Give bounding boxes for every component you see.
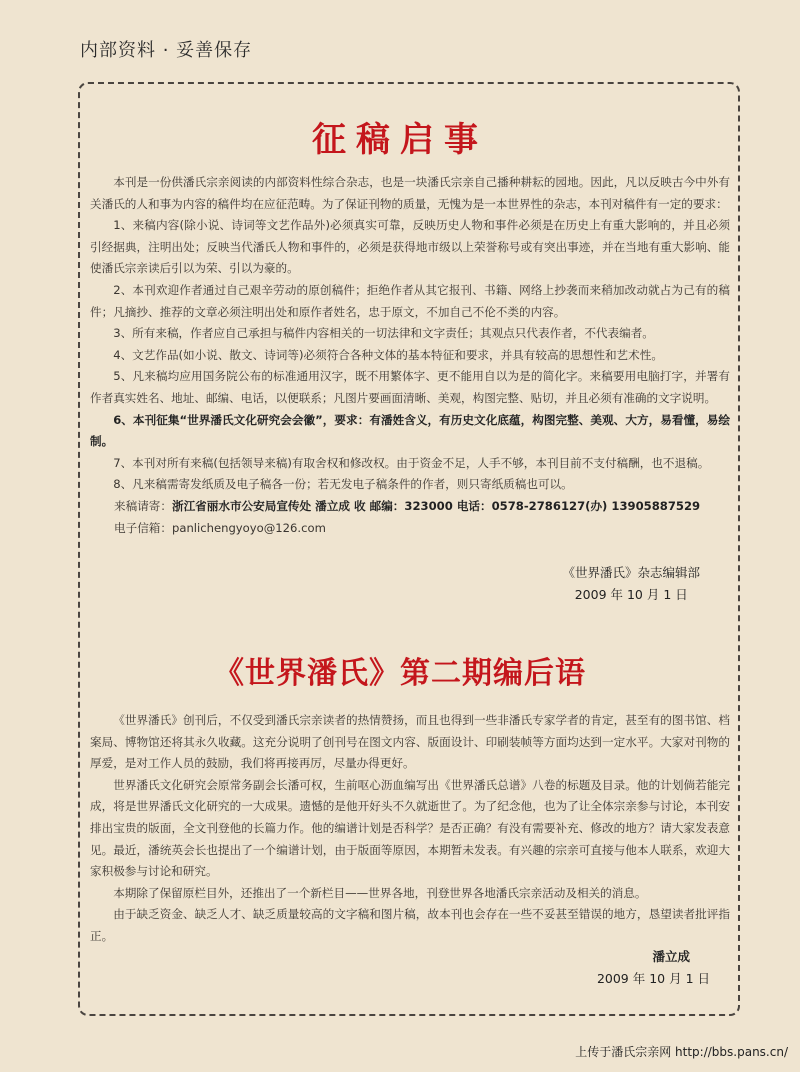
notice-paragraph: 2、本刊欢迎作者通过自己艰辛劳动的原创稿件；拒绝作者从其它报刊、书籍、网络上抄袭而来稍加改动就占为己有的稿件；凡摘抄、推荐的文章必须注明出处和原作者姓名，忠于原文，不加自己不伦不类的内容。: [90, 282, 730, 319]
notice-paragraph: 1、来稿内容(除小说、诗词等文艺作品外)必须真实可靠，反映历史人物和事件必须是在历史上有重大影响的，并且必须引经据典，注明出处；反映当代潘氏人物和事件的，必须是获得地市级以上荣誉称号或有突出事迹，并在当地有重大影响、能使潘氏宗亲读后引以为荣、引以为豪的。: [90, 218, 730, 276]
notice-body: [90, 172, 730, 496]
notice-paragraph: 8、凡来稿需寄发纸质及电子稿各一份；若无发电子稿条件的作者，则只寄纸质稿也可以。: [113, 477, 573, 492]
afterword-title: 《世界潘氏》第二期编后语: [214, 656, 586, 691]
email-label: 电子信箱：: [114, 521, 172, 535]
page-header: 内部资料 · 妥善保存: [80, 40, 253, 61]
notice-date: 2009 年 10 月 1 日: [574, 587, 688, 602]
afterword-paragraph: 《世界潘氏》创刊后，不仅受到潘氏宗亲读者的热情赞扬，而且也得到一些非潘氏专家学者的肯定，甚至有的图书馆、档案局、博物馆还将其永久收藏。这充分说明了创刊号在图文内容、版面设计、印刷装帧等方面均达到一定水平。大家对刊物的厚爱，是对工作人员的鼓励，我们将再接再厉，尽量办得更好。: [90, 713, 730, 771]
notice-title: 征稿启事: [312, 120, 488, 160]
afterword-paragraph: 由于缺乏资金、缺乏人才、缺乏质量较高的文字稿和图片稿，故本刊也会存在一些不妥甚至错误的地方，恳望读者批评指正。: [90, 907, 730, 943]
email-value: panlichengyoyo@126.com: [171, 521, 326, 535]
notice-signature-block: [562, 562, 700, 606]
contact-label: 来稿请寄：: [114, 499, 172, 513]
notice-paragraph: 3、所有来稿，作者应自己承担与稿件内容相关的一切法律和文字责任；其观点只代表作者，不代表编者。: [113, 326, 654, 341]
email-line: [114, 517, 700, 539]
mailing-address: [114, 495, 700, 517]
notice-paragraph: 6、本刊征集“世界潘氏文化研究会会徽”，要求：有潘姓含义，有历史文化底蕴，构图完整、美观、大方，易看懂，易绘制。: [90, 412, 730, 449]
notice-paragraph: 本刊是一份供潘氏宗亲阅读的内部资料性综合杂志，也是一块潘氏宗亲自己播种耕耘的园地。因此，凡以反映古今中外有关潘氏的人和事为内容的稿件均在应征范畴。为了保证刊物的质量，无愧为是一本世界性的杂志，本刊对稿件有一定的要求：: [90, 175, 730, 211]
afterword-date: 2009 年 10 月 1 日: [596, 971, 710, 986]
afterword-signer: 潘立成: [652, 949, 690, 964]
afterword-paragraph: 本期除了保留原栏目外，还推出了一个新栏目——世界各地，刊登世界各地潘氏宗亲活动及相关的消息。: [113, 885, 647, 900]
afterword-paragraph: 世界潘氏文化研究会原常务副会长潘可权，生前呕心沥血编写出《世界潘氏总谱》八卷的标题及目录。他的计划倘若能完成，将是世界潘氏文化研究的一大成果。遗憾的是他开好头不久就逝世了。为了纪念他，也为了让全体宗亲参与讨论，本刊安排出宝贵的版面，全文刊登他的长篇力作。他的编谱计划是否科学？是否正确？有没有需要补充、修改的地方？请大家发表意见。最近，潘统英会长也提出了一个编谱计划，由于版面等原因，本期暂未发表。有兴趣的宗亲可直接与他本人联系，欢迎大家积极参与讨论和研究。: [90, 777, 730, 879]
afterword-signature-block: [597, 946, 710, 990]
upload-source-footer: 上传于潘氏宗亲网 http://bbs.pans.cn/: [575, 1045, 788, 1059]
contact-value: 浙江省丽水市公安局宣传处 潘立成 收 邮编：323000 电话：0578-2786127(办) 13905887529: [171, 499, 701, 513]
afterword-body: [90, 710, 730, 948]
notice-signature: 《世界潘氏》杂志编辑部: [562, 565, 700, 580]
notice-paragraph: 7、本刊对所有来稿(包括领导来稿)有取舍权和修改权。由于资金不足，人手不够，本刊目前不支付稿酬，也不退稿。: [113, 455, 710, 470]
notice-paragraph: 4、文艺作品(如小说、散文、诗词等)必须符合各种文体的基本特征和要求，并具有较高的思想性和艺术性。: [113, 347, 663, 362]
notice-paragraph: 5、凡来稿均应用国务院公布的标准通用汉字，既不用繁体字、更不能用自以为是的简化字。来稿要用电脑打字，并署有作者真实姓名、地址、邮编、电话，以便联系；凡图片要画面清晰、美观，构图完整、贴切，并且必须有准确的文字说明。: [90, 369, 730, 405]
contact-block: [114, 495, 700, 539]
